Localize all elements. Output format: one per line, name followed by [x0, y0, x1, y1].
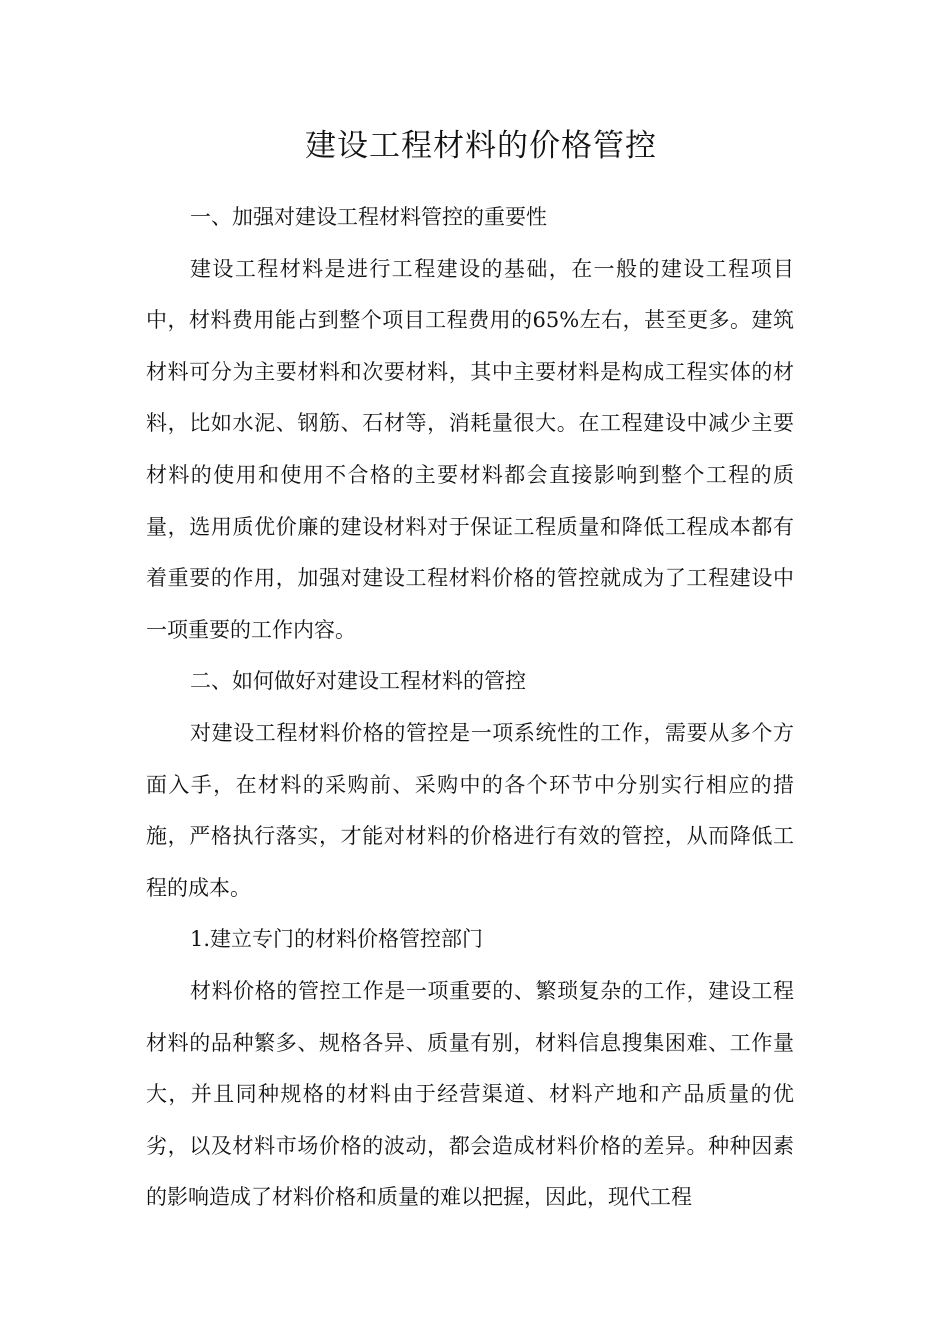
document-title: 建设工程材料的价格管控 [305, 128, 657, 164]
section-paragraph-2: 对建设工程材料价格的管控是一项系统性的工作，需要从多个方面入手，在材料的采购前、采购中的各个环节中分别实行相应的措施，严格执行落实，才能对材料的价格进行有效的管控，从而降低工程的成本。 [146, 720, 794, 900]
section-paragraph-1: 建设工程材料是进行工程建设的基础，在一般的建设工程项目中，材料费用能占到整个项目工程费用的65%左右，甚至更多。建筑材料可分为主要材料和次要材料，其中主要材料是构成工程实体的材料，比如水泥、钢筋、石材等，消耗量很大。在工程建设中减少主要材料的使用和使用不合格的主要材料都会直接影响到整个工程的质量，选用质优价廉的建设材料对于保证工程质量和降低工程成本都有着重要的作用，加强对建设工程材料价格的管控就成为了工程建设中一项重要的工作内容。 [146, 256, 794, 642]
section-heading-2: 二、如何做好对建设工程材料的管控 [190, 669, 526, 694]
document-page [146, 118, 794, 1224]
section-heading-3: 1.建立专门的材料价格管控部门 [190, 927, 484, 952]
section-paragraph-3: 材料价格的管控工作是一项重要的、繁琐复杂的工作，建设工程材料的品种繁多、规格各异、质量有别，材料信息搜集困难、工作量大，并且同种规格的材料由于经营渠道、材料产地和产品质量的优劣，以及材料市场价格的波动，都会造成材料价格的差异。种种因素的影响造成了材料价格和质量的难以把握，因此，现代工程 [146, 978, 794, 1210]
section-heading-1: 一、加强对建设工程材料管控的重要性 [190, 205, 547, 229]
